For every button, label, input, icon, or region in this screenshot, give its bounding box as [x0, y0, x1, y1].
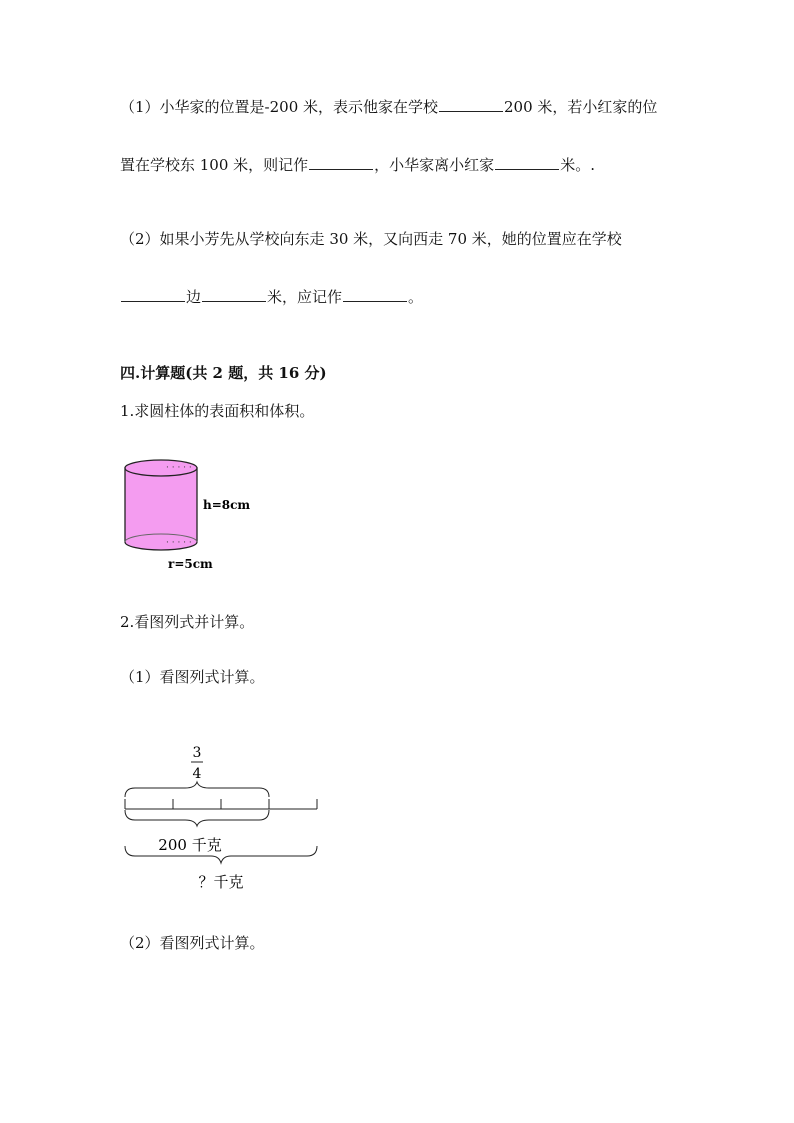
problem-2-text: 2.看图列式并计算。: [120, 613, 255, 631]
center-dots-top: · · · · ·: [166, 463, 192, 473]
part-label: 200 千克: [158, 836, 222, 854]
q2-blank-1[interactable]: [121, 287, 185, 302]
q1-text-a: （1）小华家的位置是-200 米，表示他家在学校: [120, 98, 439, 116]
q1-line-1: [120, 97, 657, 117]
q2-blank-2[interactable]: [202, 287, 266, 302]
q2-text-b: 米，应记作: [267, 288, 343, 306]
q1-blank-2[interactable]: [309, 155, 373, 170]
section-title: 四.计算题(共 2 题，共 16 分): [120, 364, 327, 382]
q1-text-e: 米。.: [560, 156, 595, 174]
q2-line-1: （2）如果小芳先从学校向东走 30 米，又向西走 70 米，她的位置应在学校: [120, 230, 622, 248]
height-label: h=8cm: [203, 498, 251, 512]
cylinder-figure: [118, 456, 258, 572]
center-dots-bottom: · · · · ·: [166, 538, 192, 548]
q2-text-a: 边: [186, 288, 202, 306]
q2-text-c: 。: [408, 288, 424, 306]
problem-1-text: 1.求圆柱体的表面积和体积。: [120, 402, 315, 420]
fraction-denominator: 4: [192, 766, 202, 782]
problem-2-sub-1: （1）看图列式计算。: [120, 668, 265, 686]
fraction-diagram: [115, 740, 335, 900]
total-label: ？千克: [198, 873, 244, 891]
q2-line-2: [120, 287, 423, 307]
q1-blank-1[interactable]: [439, 97, 503, 112]
q1-text-c: 置在学校东 100 米，则记作: [120, 156, 309, 174]
q1-blank-3[interactable]: [495, 155, 559, 170]
problem-2-sub-2: （2）看图列式计算。: [120, 934, 265, 952]
fraction-numerator: 3: [192, 745, 202, 761]
q2-blank-3[interactable]: [343, 287, 407, 302]
part-brace: [125, 810, 269, 826]
q1-text-d: ，小华家离小红家: [374, 156, 495, 174]
top-brace: [125, 782, 269, 797]
radius-label: r=5cm: [168, 557, 213, 571]
q1-text-b: 200 米，若小红家的位: [504, 98, 658, 116]
q1-line-2: [120, 155, 595, 175]
